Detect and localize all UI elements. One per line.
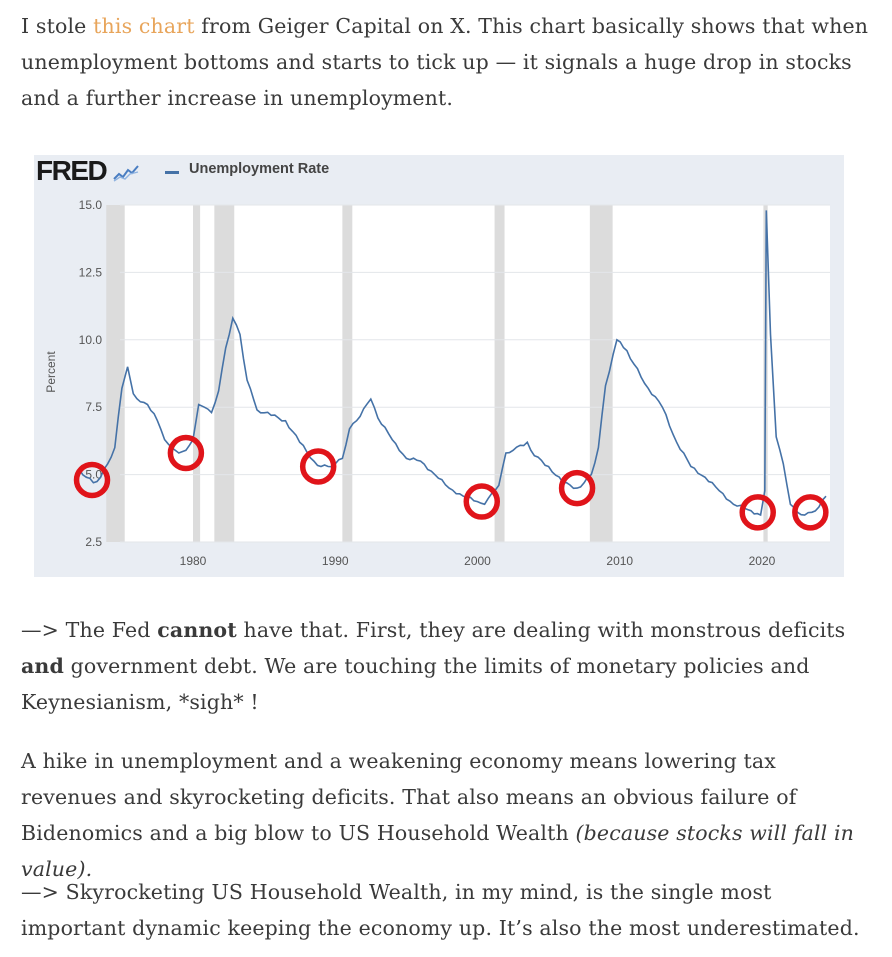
- fred-chart: [34, 155, 844, 577]
- intro-text-end: from Geiger Capital on X. This chart basically shows that when unemployment bottoms and starts to tick up — it signals a huge drop in stocks and a further increase in unemployment.: [21, 14, 869, 110]
- fed-text-1: —> The Fed: [21, 618, 158, 642]
- fed-text-3: government debt. We are touching the limits of monetary policies and Keynesianism, *sigh* !: [21, 654, 810, 714]
- x-tick-label: 2010: [606, 554, 634, 568]
- chart-source-link[interactable]: this chart: [93, 14, 195, 38]
- wealth-paragraph: [21, 874, 871, 946]
- x-tick-label: 2020: [748, 554, 776, 568]
- x-tick-label: 2000: [464, 554, 491, 568]
- fred-logo-text: FRED: [36, 155, 107, 186]
- fed-paragraph: [21, 612, 871, 720]
- y-tick-label: 15.0: [78, 198, 102, 212]
- x-tick-label: 1990: [321, 554, 349, 568]
- hike-italic: (because stocks will fall in value).: [21, 821, 855, 881]
- fed-bold-cannot: cannot: [157, 618, 237, 642]
- recession-band: [342, 205, 352, 542]
- fed-bold-and: and: [21, 654, 64, 678]
- y-axis-label: Percent: [44, 351, 58, 393]
- wealth-text: —> Skyrocketing US Household Wealth, in my mind, is the single most important dynamic keeping the economy up. It’s also the most underestimated.: [21, 880, 860, 940]
- y-tick-label: 2.5: [85, 535, 102, 549]
- recession-band: [214, 205, 234, 542]
- hike-text: A hike in unemployment and a weakening economy means lowering tax revenues and skyrocketing deficits. That also means an obvious failure of Bidenomics and a big blow to US Household Wealth: [21, 749, 797, 845]
- y-tick-label: 10.0: [78, 332, 102, 347]
- y-tick-label: 7.5: [85, 400, 102, 415]
- legend-label: Unemployment Rate: [189, 161, 330, 177]
- fed-text-2: have that. First, they are dealing with monstrous deficits: [236, 618, 846, 642]
- y-tick-label: 5.0: [85, 467, 102, 482]
- x-tick-label: 1980: [179, 554, 207, 568]
- hike-paragraph: [21, 743, 871, 887]
- y-tick-label: 12.5: [78, 265, 102, 280]
- recession-band: [106, 205, 124, 542]
- intro-paragraph: [21, 8, 871, 116]
- intro-text-start: I stole: [21, 14, 94, 38]
- chart-plot: [34, 155, 844, 577]
- recession-band: [193, 205, 200, 542]
